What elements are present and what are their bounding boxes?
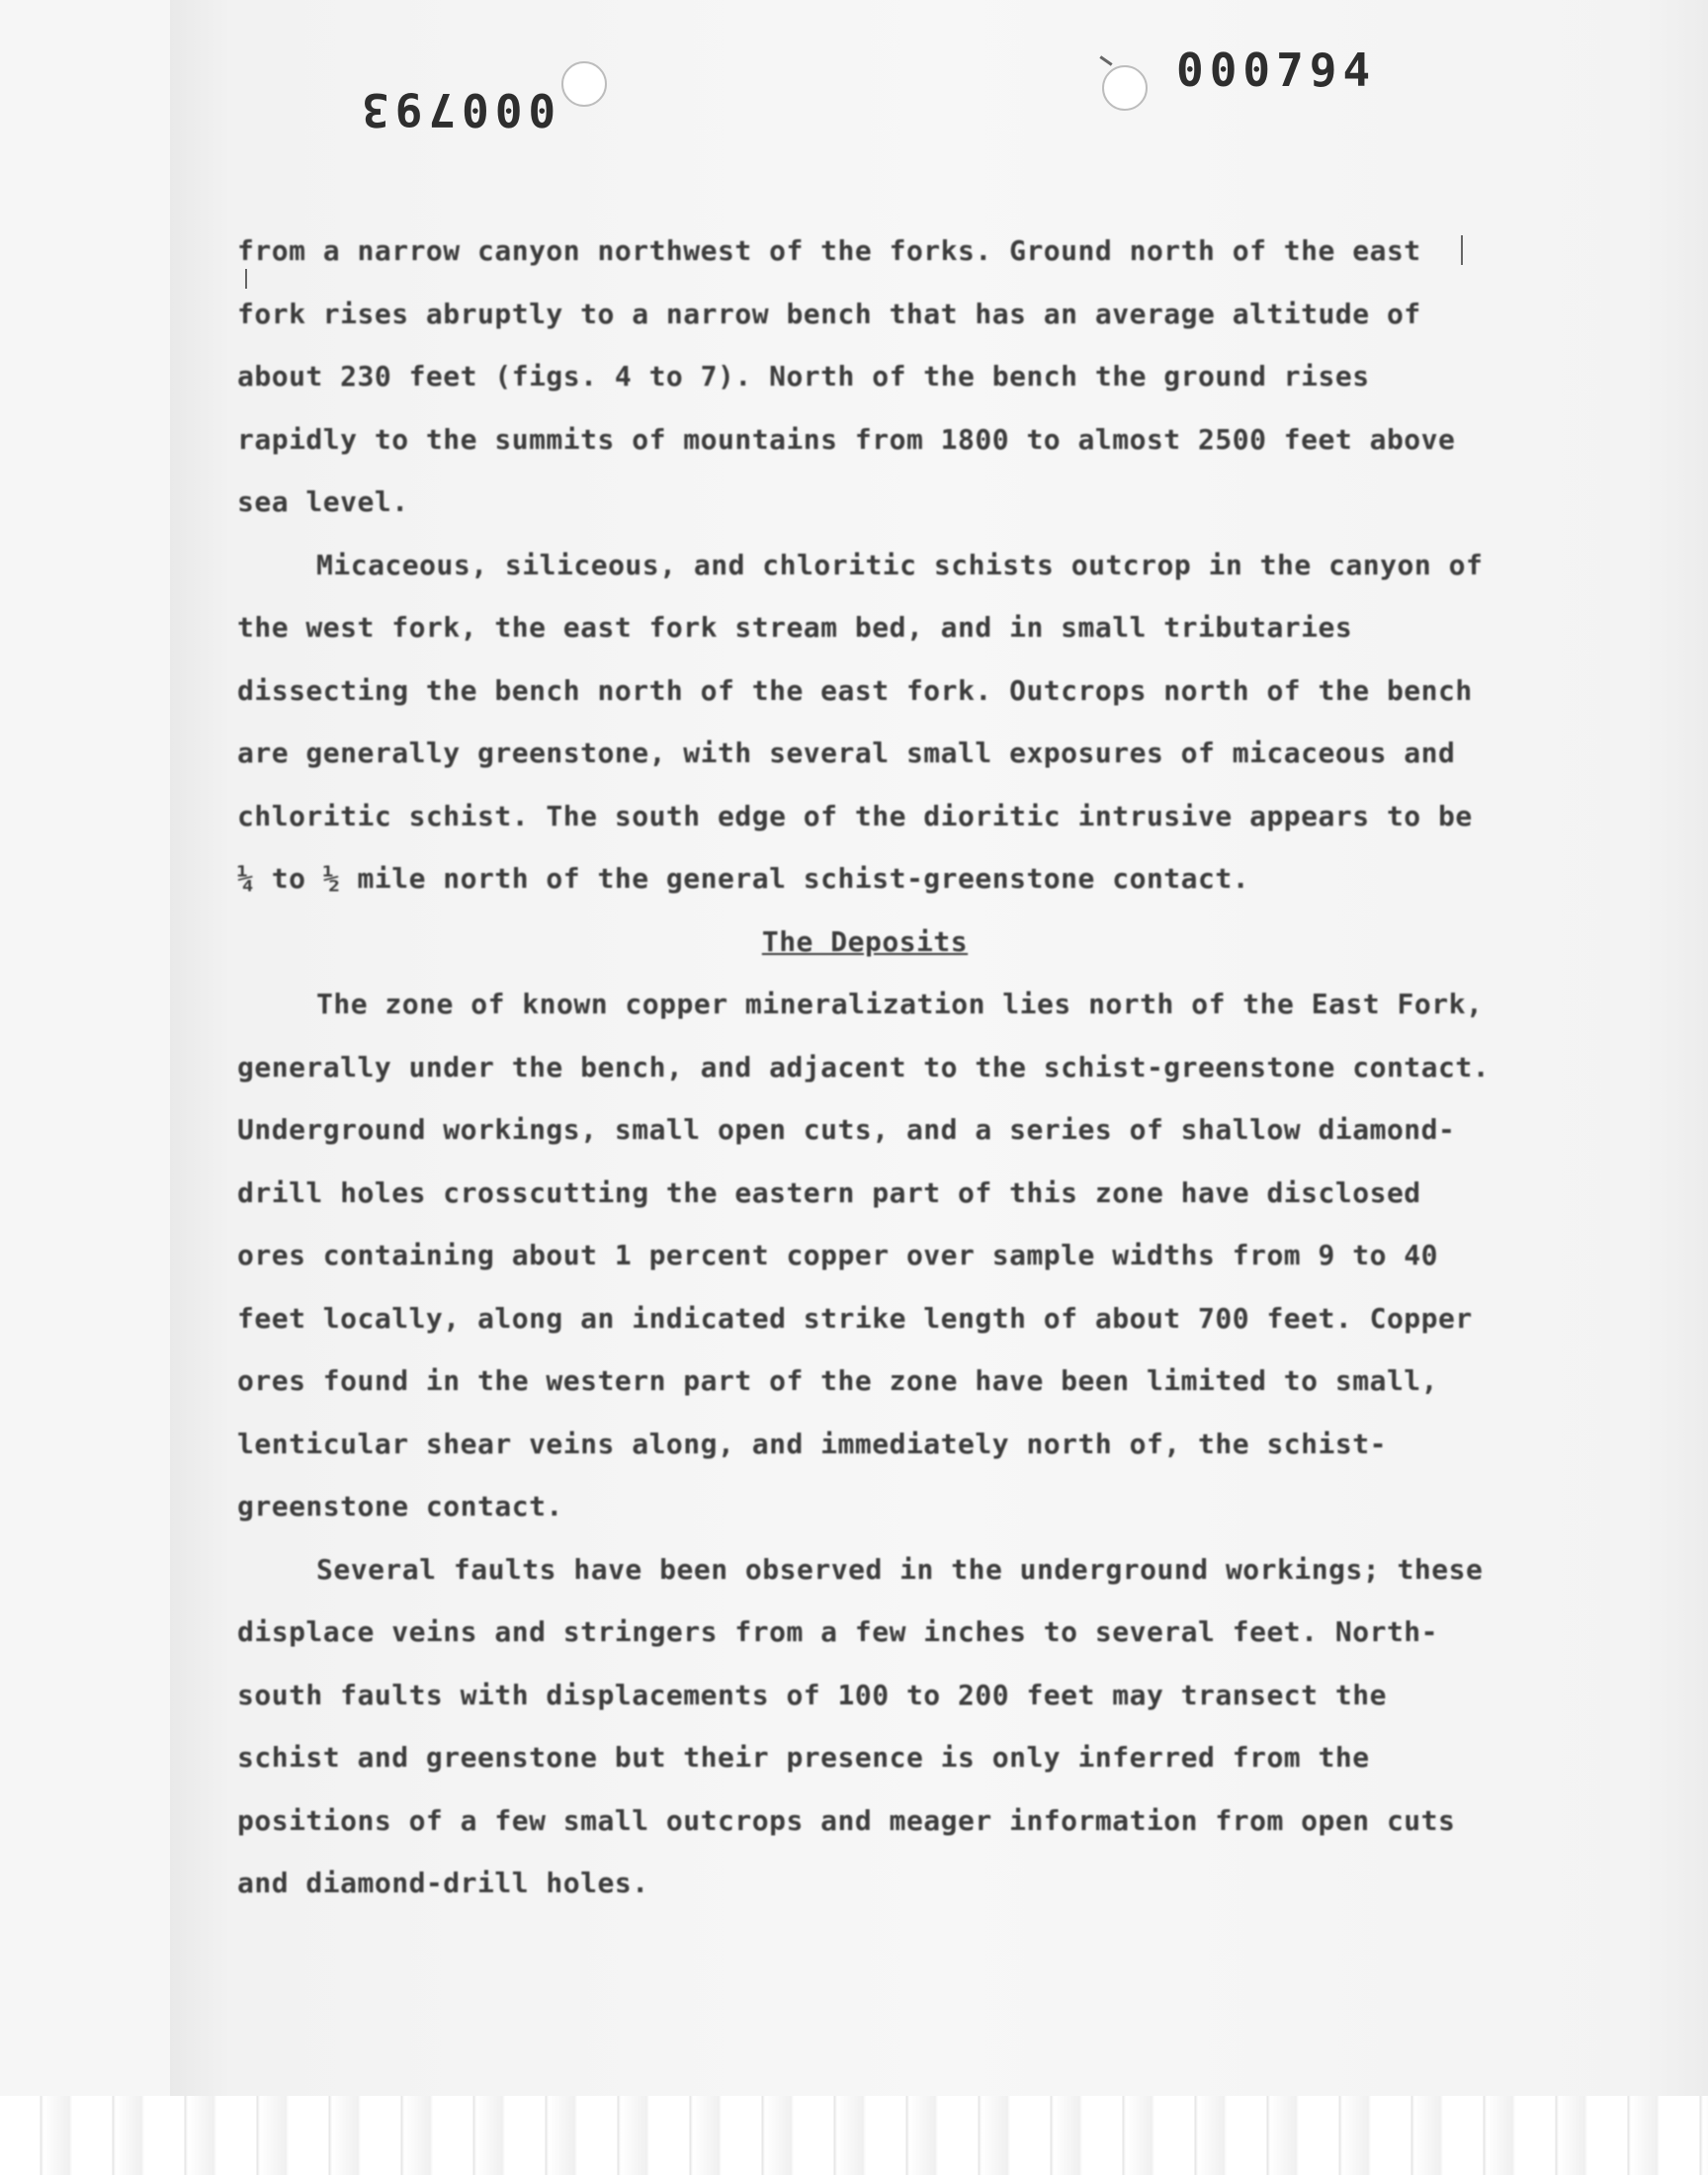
section-heading: The Deposits	[761, 924, 969, 958]
paragraph-1: from a narrow canyon northwest of the forks. Ground north of the east fork rises abruptly to a narrow bench that has an average altitude of about 230 feet (figs. 4 to 7). North of the bench the ground rises rapidly to the summits of mountains from 1800 to almost 2500 feet above sea level.	[237, 234, 1456, 518]
bates-number-right: 000794	[1176, 44, 1377, 97]
paragraph-2: Micaceous, siliceous, and chloritic schists outcrop in the canyon of the west fork, the east fork stream bed, and in small tributaries dissecting the bench north of the east fork. Outcrops north of the bench are generally greenstone, with several small exposures of micaceous and chloritic schist. The south edge of the dioritic intrusive appears to be ¼ to ½ mile north of the general schist-greenstone contact.	[237, 548, 1484, 895]
paragraph-4: Several faults have been observed in the underground workings; these displace veins and stringers from a few inches to several feet. North-south faults with displacements of 100 to 200 feet may transect the schist and greenstone but their presence is only inferred from the positions of a few small outcrops and meager information from open cuts and diamond-drill holes.	[237, 1552, 1484, 1899]
document-body	[237, 219, 1493, 1915]
bates-number-left-inverted: 000793	[356, 83, 556, 136]
punch-hole-left	[561, 61, 607, 107]
scan-edge-strip	[0, 2096, 1708, 2175]
paragraph-3: The zone of known copper mineralization lies north of the East Fork, generally under the bench, and adjacent to the schist-greenstone contact. Underground workings, small open cuts, and a series of shallow diamond-drill holes crosscutting the eastern part of this zone have disclosed ores containing about 1 percent copper over sample widths from 9 to 40 feet locally, along an indicated strike length of about 700 feet. Copper ores found in the western part of the zone have been limited to small, lenticular shear veins along, and immediately north of, the schist-greenstone contact.	[237, 988, 1491, 1522]
punch-hole-right	[1102, 65, 1148, 111]
